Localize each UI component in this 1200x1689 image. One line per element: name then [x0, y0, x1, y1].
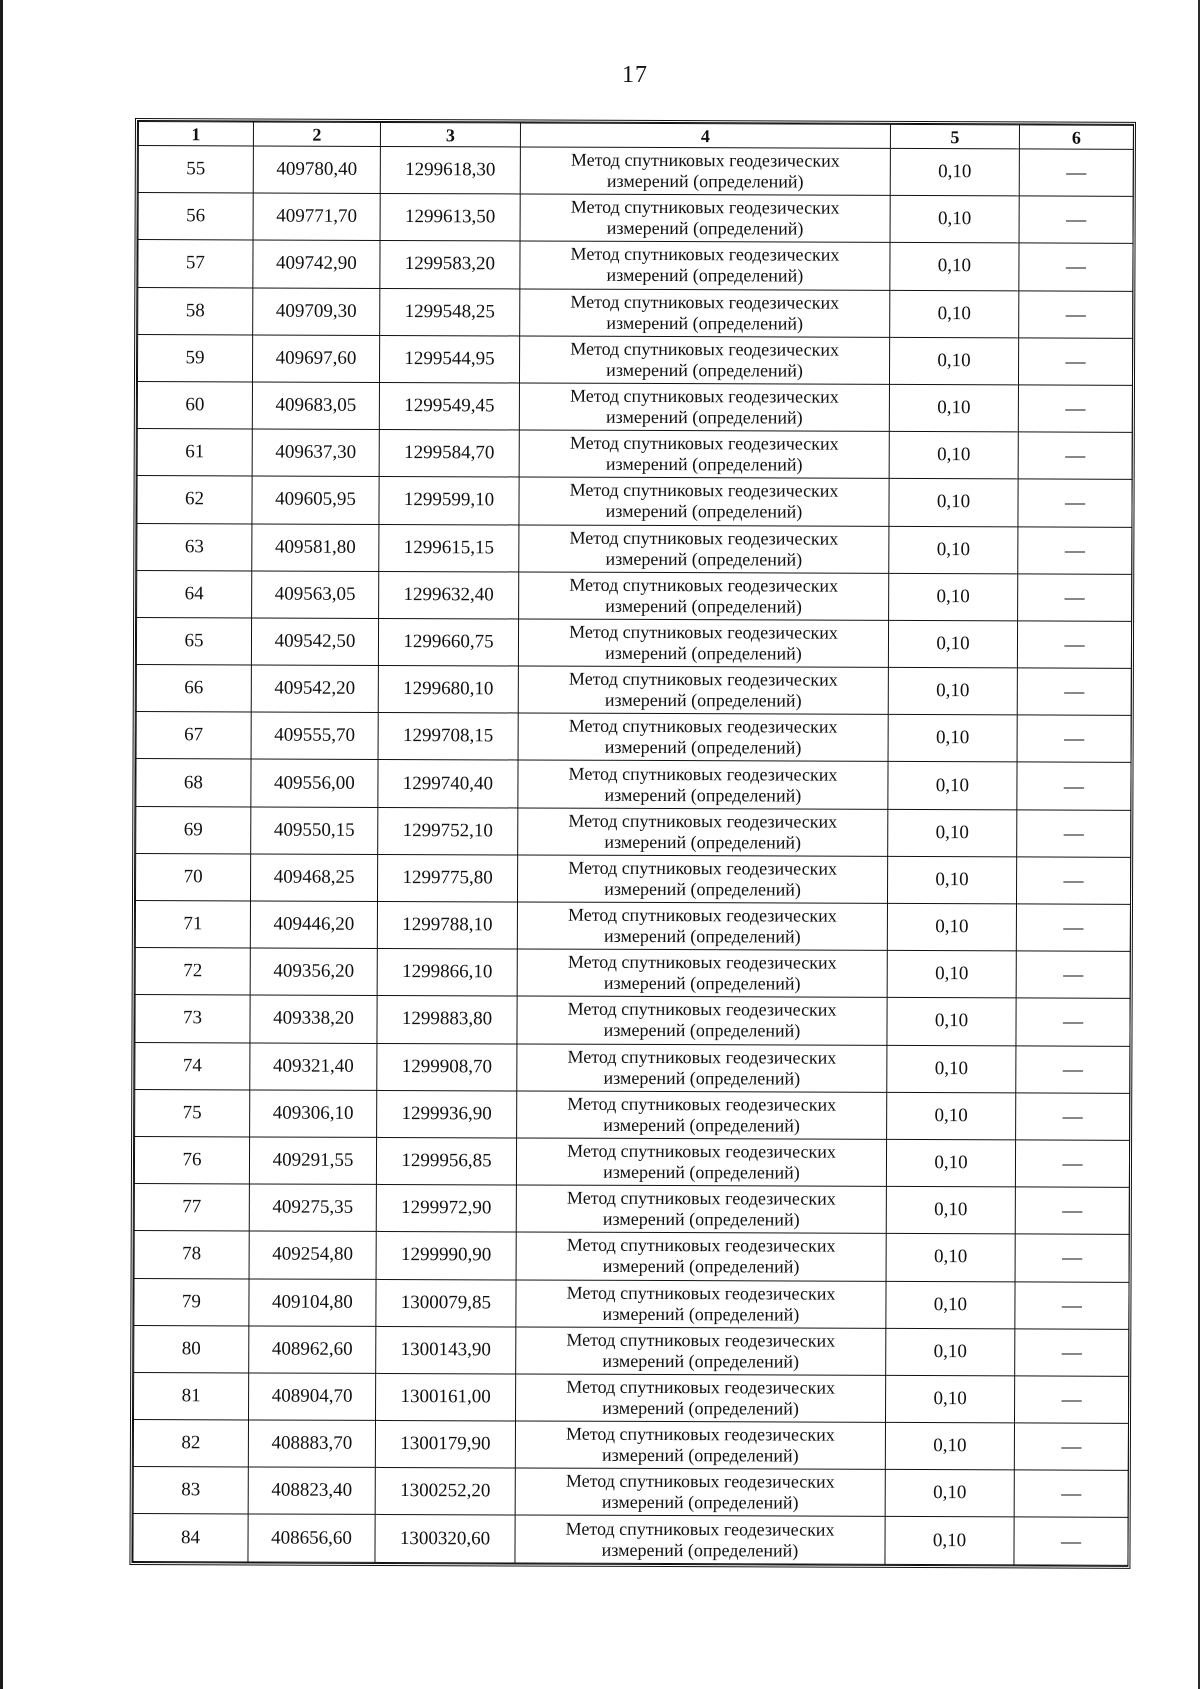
y-coordinate-cell: 1299680,10	[378, 666, 518, 714]
point-number-cell: 74	[135, 1042, 250, 1090]
method-cell: Метод спутниковых геодезических измерений (определений)	[515, 1374, 885, 1423]
point-number-cell: 82	[133, 1420, 248, 1468]
table-row	[137, 476, 1132, 527]
x-coordinate-cell: 409771,70	[253, 193, 380, 241]
y-coordinate-cell: 1299866,10	[377, 949, 517, 997]
point-number-cell: 75	[135, 1089, 250, 1137]
y-coordinate-cell: 1299708,15	[378, 713, 518, 761]
y-coordinate-cell: 1299752,10	[378, 807, 518, 855]
x-coordinate-cell: 409542,20	[251, 665, 378, 713]
x-coordinate-cell: 409563,05	[252, 571, 379, 619]
method-cell: Метод спутниковых геодезических измерений (определений)	[519, 572, 889, 621]
method-cell: Метод спутниковых геодезических измерений (определений)	[517, 855, 887, 904]
method-cell: Метод спутниковых геодезических измерений (определений)	[520, 289, 890, 338]
y-coordinate-cell: 1299972,90	[376, 1185, 516, 1233]
table-row	[137, 523, 1132, 574]
table-row	[138, 193, 1133, 244]
point-number-cell: 61	[137, 429, 252, 477]
table-row	[136, 806, 1131, 857]
note-cell: —	[1015, 1329, 1129, 1377]
note-cell: —	[1014, 1517, 1128, 1565]
coordinates-table-frame	[129, 118, 1136, 1568]
method-cell: Метод спутниковых геодезических измерений (определений)	[517, 1044, 887, 1093]
accuracy-cell: 0,10	[890, 196, 1019, 244]
x-coordinate-cell: 409275,35	[249, 1184, 376, 1232]
table-body	[133, 146, 1133, 1565]
method-cell: Метод спутниковых геодезических измерений (определений)	[518, 666, 888, 715]
y-coordinate-cell: 1300320,60	[375, 1515, 515, 1563]
header-cell-1: 1	[138, 122, 253, 146]
y-coordinate-cell: 1299544,95	[379, 335, 519, 383]
coordinates-table	[132, 121, 1134, 1565]
table-row	[137, 570, 1132, 621]
note-cell: —	[1017, 621, 1131, 669]
x-coordinate-cell: 409306,10	[250, 1090, 377, 1138]
note-cell: —	[1016, 904, 1130, 952]
x-coordinate-cell: 409697,60	[252, 335, 379, 383]
method-cell: Метод спутниковых геодезических измерений (определений)	[519, 430, 889, 479]
accuracy-cell: 0,10	[887, 1045, 1016, 1093]
y-coordinate-cell: 1299990,90	[376, 1232, 516, 1280]
table-row	[133, 1514, 1128, 1565]
table-row	[138, 240, 1133, 291]
note-cell: —	[1019, 196, 1133, 244]
note-cell: —	[1018, 385, 1132, 433]
x-coordinate-cell: 409254,80	[249, 1231, 376, 1279]
header-cell-2: 2	[253, 122, 380, 146]
x-coordinate-cell: 409581,80	[252, 523, 379, 571]
y-coordinate-cell: 1300252,20	[375, 1468, 515, 1516]
header-cell-4: 4	[520, 123, 890, 148]
accuracy-cell: 0,10	[887, 1092, 1016, 1140]
accuracy-cell: 0,10	[889, 384, 1018, 432]
y-coordinate-cell: 1299583,20	[380, 241, 520, 289]
table-row	[133, 1420, 1128, 1471]
point-number-cell: 60	[137, 381, 252, 429]
y-coordinate-cell: 1299883,80	[377, 996, 517, 1044]
note-cell: —	[1018, 574, 1132, 622]
x-coordinate-cell: 409709,30	[253, 288, 380, 336]
accuracy-cell: 0,10	[889, 337, 1018, 385]
accuracy-cell: 0,10	[887, 951, 1016, 999]
y-coordinate-cell: 1299584,70	[379, 430, 519, 478]
method-cell: Метод спутниковых геодезических измерений (определений)	[515, 1515, 885, 1564]
table-row	[134, 1231, 1129, 1282]
method-cell: Метод спутниковых геодезических измерений (определений)	[517, 996, 887, 1045]
x-coordinate-cell: 409556,00	[251, 759, 378, 807]
y-coordinate-cell: 1299660,75	[378, 618, 518, 666]
point-number-cell: 63	[137, 523, 252, 571]
method-cell: Метод спутниковых геодезических измерений (определений)	[515, 1421, 885, 1470]
x-coordinate-cell: 408962,60	[249, 1326, 376, 1374]
x-coordinate-cell: 409550,15	[251, 807, 378, 855]
note-cell: —	[1018, 479, 1132, 527]
point-number-cell: 73	[135, 995, 250, 1043]
point-number-cell: 55	[138, 146, 253, 194]
y-coordinate-cell: 1299618,30	[380, 146, 520, 194]
note-cell: —	[1016, 951, 1130, 999]
header-cell-3: 3	[380, 122, 520, 147]
point-number-cell: 79	[134, 1278, 249, 1326]
point-number-cell: 65	[136, 617, 251, 665]
point-number-cell: 56	[138, 193, 253, 241]
accuracy-cell: 0,10	[886, 1234, 1015, 1282]
page-number: 17	[622, 62, 648, 88]
point-number-cell: 72	[135, 948, 250, 996]
method-cell: Метод спутниковых геодезических измерений (определений)	[519, 524, 889, 573]
method-cell: Метод спутниковых геодезических измерений (определений)	[516, 1185, 886, 1234]
note-cell: —	[1018, 338, 1132, 386]
x-coordinate-cell: 409555,70	[251, 712, 378, 760]
method-cell: Метод спутниковых геодезических измерений (определений)	[519, 477, 889, 526]
table-row	[135, 948, 1130, 999]
point-number-cell: 70	[135, 853, 250, 901]
table-row	[133, 1467, 1128, 1518]
accuracy-cell: 0,10	[888, 715, 1017, 763]
point-number-cell: 83	[133, 1467, 248, 1515]
accuracy-cell: 0,10	[888, 762, 1017, 810]
accuracy-cell: 0,10	[885, 1470, 1014, 1518]
note-cell: —	[1015, 1187, 1129, 1235]
accuracy-cell: 0,10	[887, 856, 1016, 904]
x-coordinate-cell: 408883,70	[248, 1420, 375, 1468]
accuracy-cell: 0,10	[889, 526, 1018, 574]
note-cell: —	[1017, 762, 1131, 810]
point-number-cell: 58	[138, 287, 253, 335]
y-coordinate-cell: 1299548,25	[380, 288, 520, 336]
table-row	[134, 1136, 1129, 1187]
accuracy-cell: 0,10	[888, 667, 1017, 715]
method-cell: Метод спутниковых геодезических измерений (определений)	[518, 808, 888, 857]
y-coordinate-cell: 1299775,80	[377, 854, 517, 902]
point-number-cell: 80	[134, 1325, 249, 1373]
point-number-cell: 81	[134, 1372, 249, 1420]
table-row	[134, 1325, 1129, 1376]
table-row	[136, 617, 1131, 668]
table-row	[136, 712, 1131, 763]
table-row	[134, 1278, 1129, 1329]
x-coordinate-cell: 409356,20	[250, 948, 377, 996]
method-cell: Метод спутниковых геодезических измерений (определений)	[516, 1279, 886, 1328]
y-coordinate-cell: 1299613,50	[380, 194, 520, 242]
note-cell: —	[1019, 243, 1133, 291]
y-coordinate-cell: 1300143,90	[376, 1326, 516, 1374]
method-cell: Метод спутниковых геодезических измерений (определений)	[516, 1327, 886, 1376]
x-coordinate-cell: 408904,70	[249, 1373, 376, 1421]
accuracy-cell: 0,10	[887, 903, 1016, 951]
table-row	[136, 665, 1131, 716]
note-cell: —	[1018, 526, 1132, 574]
scan-edge-left	[0, 0, 3, 1689]
method-cell: Метод спутниковых геодезических измерений (определений)	[516, 1232, 886, 1281]
x-coordinate-cell: 409104,80	[249, 1278, 376, 1326]
point-number-cell: 77	[134, 1184, 249, 1232]
method-cell: Метод спутниковых геодезических измерений (определений)	[517, 949, 887, 998]
point-number-cell: 68	[136, 759, 251, 807]
table-row	[135, 901, 1130, 952]
accuracy-cell: 0,10	[890, 243, 1019, 291]
accuracy-cell: 0,10	[889, 479, 1018, 527]
accuracy-cell: 0,10	[890, 290, 1019, 338]
point-number-cell: 66	[136, 665, 251, 713]
table-row	[136, 759, 1131, 810]
table-row	[135, 995, 1130, 1046]
table-row	[135, 1089, 1130, 1140]
y-coordinate-cell: 1300179,90	[375, 1420, 515, 1468]
accuracy-cell: 0,10	[890, 148, 1019, 196]
note-cell: —	[1018, 432, 1132, 480]
method-cell: Метод спутниковых геодезических измерений (определений)	[515, 1468, 885, 1517]
accuracy-cell: 0,10	[885, 1375, 1014, 1423]
x-coordinate-cell: 409468,25	[250, 854, 377, 902]
point-number-cell: 84	[133, 1514, 248, 1562]
accuracy-cell: 0,10	[885, 1517, 1014, 1565]
note-cell: —	[1014, 1423, 1128, 1471]
y-coordinate-cell: 1299549,45	[379, 382, 519, 430]
x-coordinate-cell: 409291,55	[249, 1137, 376, 1185]
y-coordinate-cell: 1299956,85	[376, 1137, 516, 1185]
accuracy-cell: 0,10	[886, 1281, 1015, 1329]
table-row	[134, 1184, 1129, 1235]
note-cell: —	[1017, 715, 1131, 763]
x-coordinate-cell: 409683,05	[252, 382, 379, 430]
x-coordinate-cell: 409605,95	[252, 476, 379, 524]
x-coordinate-cell: 409742,90	[253, 240, 380, 288]
table-row	[137, 381, 1132, 432]
x-coordinate-cell: 408656,60	[248, 1514, 375, 1562]
method-cell: Метод спутниковых геодезических измерений (определений)	[519, 383, 889, 432]
point-number-cell: 57	[138, 240, 253, 288]
x-coordinate-cell: 409542,50	[251, 618, 378, 666]
point-number-cell: 59	[137, 334, 252, 382]
note-cell: —	[1015, 1281, 1129, 1329]
x-coordinate-cell: 409637,30	[252, 429, 379, 477]
point-number-cell: 76	[134, 1136, 249, 1184]
method-cell: Метод спутниковых геодезических измерений (определений)	[518, 713, 888, 762]
note-cell: —	[1015, 1234, 1129, 1282]
accuracy-cell: 0,10	[888, 620, 1017, 668]
note-cell: —	[1014, 1470, 1128, 1518]
point-number-cell: 62	[137, 476, 252, 524]
method-cell: Метод спутниковых геодезических измерений (определений)	[516, 1138, 886, 1187]
y-coordinate-cell: 1299908,70	[377, 1043, 517, 1091]
note-cell: —	[1016, 998, 1130, 1046]
method-cell: Метод спутниковых геодезических измерений (определений)	[517, 1091, 887, 1140]
accuracy-cell: 0,10	[887, 998, 1016, 1046]
table-row	[135, 1042, 1130, 1093]
x-coordinate-cell: 409338,20	[250, 995, 377, 1043]
header-cell-6: 6	[1019, 125, 1133, 149]
note-cell: —	[1014, 1376, 1128, 1424]
table-row	[138, 146, 1133, 197]
table-row	[134, 1372, 1129, 1423]
method-cell: Метод спутниковых геодезических измерений (определений)	[520, 241, 890, 290]
accuracy-cell: 0,10	[886, 1328, 1015, 1376]
note-cell: —	[1016, 857, 1130, 905]
table-row	[135, 853, 1130, 904]
x-coordinate-cell: 409446,20	[250, 901, 377, 949]
accuracy-cell: 0,10	[889, 573, 1018, 621]
table-row	[137, 429, 1132, 480]
point-number-cell: 71	[135, 901, 250, 949]
point-number-cell: 67	[136, 712, 251, 760]
method-cell: Метод спутниковых геодезических измерений (определений)	[520, 147, 890, 196]
y-coordinate-cell: 1299788,10	[377, 901, 517, 949]
y-coordinate-cell: 1299936,90	[377, 1090, 517, 1138]
note-cell: —	[1019, 290, 1133, 338]
method-cell: Метод спутниковых геодезических измерений (определений)	[520, 194, 890, 243]
header-cell-5: 5	[890, 124, 1019, 148]
method-cell: Метод спутниковых геодезических измерений (определений)	[518, 760, 888, 809]
y-coordinate-cell: 1299599,10	[379, 477, 519, 525]
method-cell: Метод спутниковых геодезических измерений (определений)	[519, 336, 889, 385]
accuracy-cell: 0,10	[889, 432, 1018, 480]
note-cell: —	[1016, 1045, 1130, 1093]
accuracy-cell: 0,10	[886, 1139, 1015, 1187]
note-cell: —	[1017, 668, 1131, 716]
note-cell: —	[1015, 1140, 1129, 1188]
note-cell: —	[1016, 1093, 1130, 1141]
y-coordinate-cell: 1299632,40	[379, 571, 519, 619]
point-number-cell: 69	[136, 806, 251, 854]
y-coordinate-cell: 1300079,85	[376, 1279, 516, 1327]
x-coordinate-cell: 409780,40	[253, 146, 380, 194]
point-number-cell: 78	[134, 1231, 249, 1279]
method-cell: Метод спутниковых геодезических измерений (определений)	[518, 619, 888, 668]
x-coordinate-cell: 409321,40	[250, 1043, 377, 1091]
accuracy-cell: 0,10	[888, 809, 1017, 857]
note-cell: —	[1017, 810, 1131, 858]
method-cell: Метод спутниковых геодезических измерений (определений)	[517, 902, 887, 951]
point-number-cell: 64	[137, 570, 252, 618]
note-cell: —	[1019, 149, 1133, 197]
y-coordinate-cell: 1300161,00	[376, 1373, 516, 1421]
y-coordinate-cell: 1299740,40	[378, 760, 518, 808]
accuracy-cell: 0,10	[885, 1422, 1014, 1470]
y-coordinate-cell: 1299615,15	[379, 524, 519, 572]
accuracy-cell: 0,10	[886, 1187, 1015, 1235]
table-row	[137, 334, 1132, 385]
x-coordinate-cell: 408823,40	[248, 1467, 375, 1515]
table-row	[138, 287, 1133, 338]
